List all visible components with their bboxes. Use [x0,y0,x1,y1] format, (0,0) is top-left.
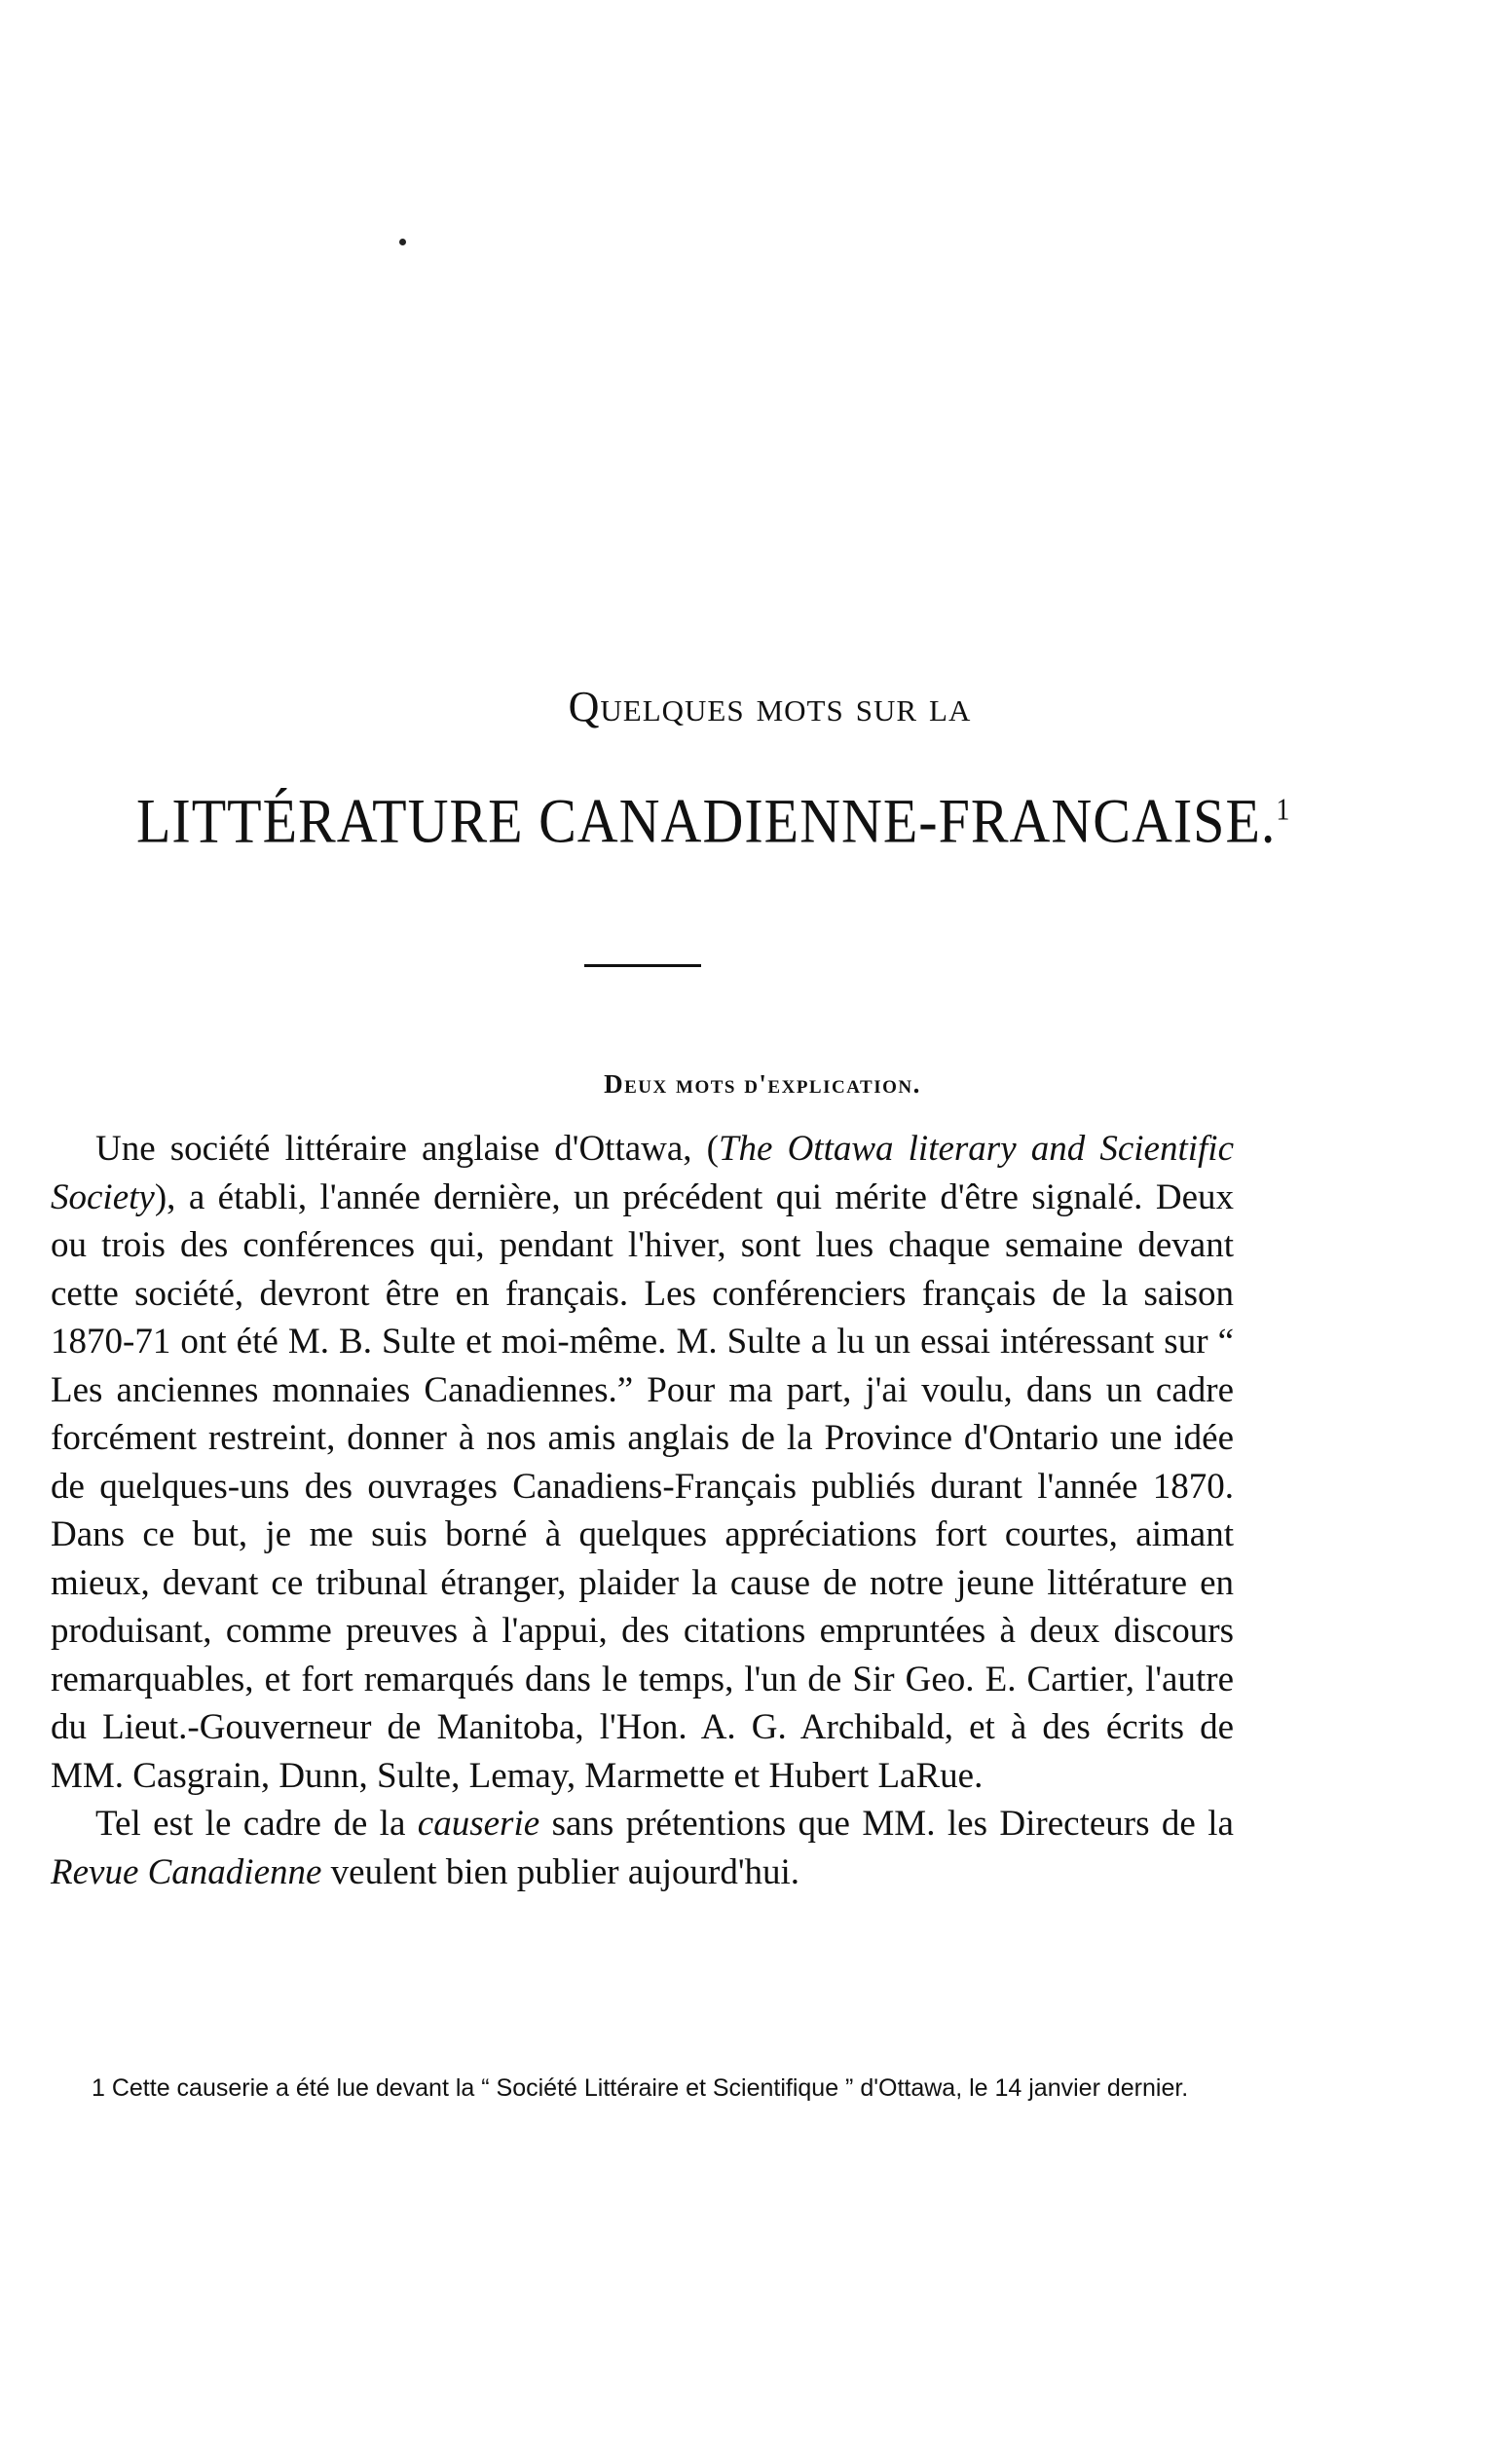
paragraph [51,1125,1234,1800]
italic-word: causerie [417,1804,540,1844]
footnote-text: 1 Cette causerie a été lue devant la “ Société Littéraire et Scientifique ” d'Ottawa, le 14 janvier dernier. [92,2074,1189,2102]
title-divider [584,964,701,967]
page-title-text: LITTÉRATURE CANADIENNE-FRANCAISE. [136,785,1277,856]
page-title [136,784,1291,857]
section-subheading: Deux mots d'explication. [604,1069,921,1099]
paragraph-text: ), a établi, l'année dernière, un précédent qui mérite d'être signalé. Deux ou trois des conférences qui, pendant l'hiver, sont lues chaque semaine devant cette société, devront être en français. Les conférenciers français de la saison 1870-71 ont été M. B. Sulte et moi-même. M. Sulte a lu un essai intéressant sur “ Les anciennes monnaies Canadiennes.” Pour ma part, j'ai voulu, dans un cadre forcément restreint, donner à nos amis anglais de la Province d'Ontario une idée de quelques-uns des ouvrages Canadiens-Français publiés durant l'année 1870. Dans ce but, je me suis borné à quelques appréciations fort courtes, aimant mieux, devant ce tribunal étranger, plaider la cause de notre jeune littérature en produisant, comme preuves à l'appui, des citations empruntées à deux discours remarquables, et fort remarqués dans le temps, l'un de Sir Geo. E. Cartier, l'autre du Lieut.-Gouverneur de Manitoba, l'Hon. A. G. Archibald, et à des écrits de MM. Casgrain, Dunn, Sulte, Lemay, Marmette et Hubert LaRue. [51,1176,1234,1796]
italic-journal-name: Revue Canadienne [51,1851,322,1892]
paragraph-text: veulent bien publier aujourd'hui. [321,1851,800,1892]
body-text [51,1125,1234,1896]
paragraph-text: Une société littéraire anglaise d'Ottawa, ( [95,1129,719,1169]
page-title-top-line: Quelques mots sur la [568,683,972,730]
paragraph [51,1800,1234,1896]
footnote [51,2072,1234,2104]
italic-society-name: The Ottawa literary and Scientific Society [51,1129,1234,1217]
paragraph-text: sans prétentions que MM. les Directeurs de la [539,1804,1234,1844]
ink-speck [399,239,406,245]
paragraph-text: Tel est le cadre de la [95,1804,418,1844]
footnote-marker: 1 [1276,793,1291,828]
